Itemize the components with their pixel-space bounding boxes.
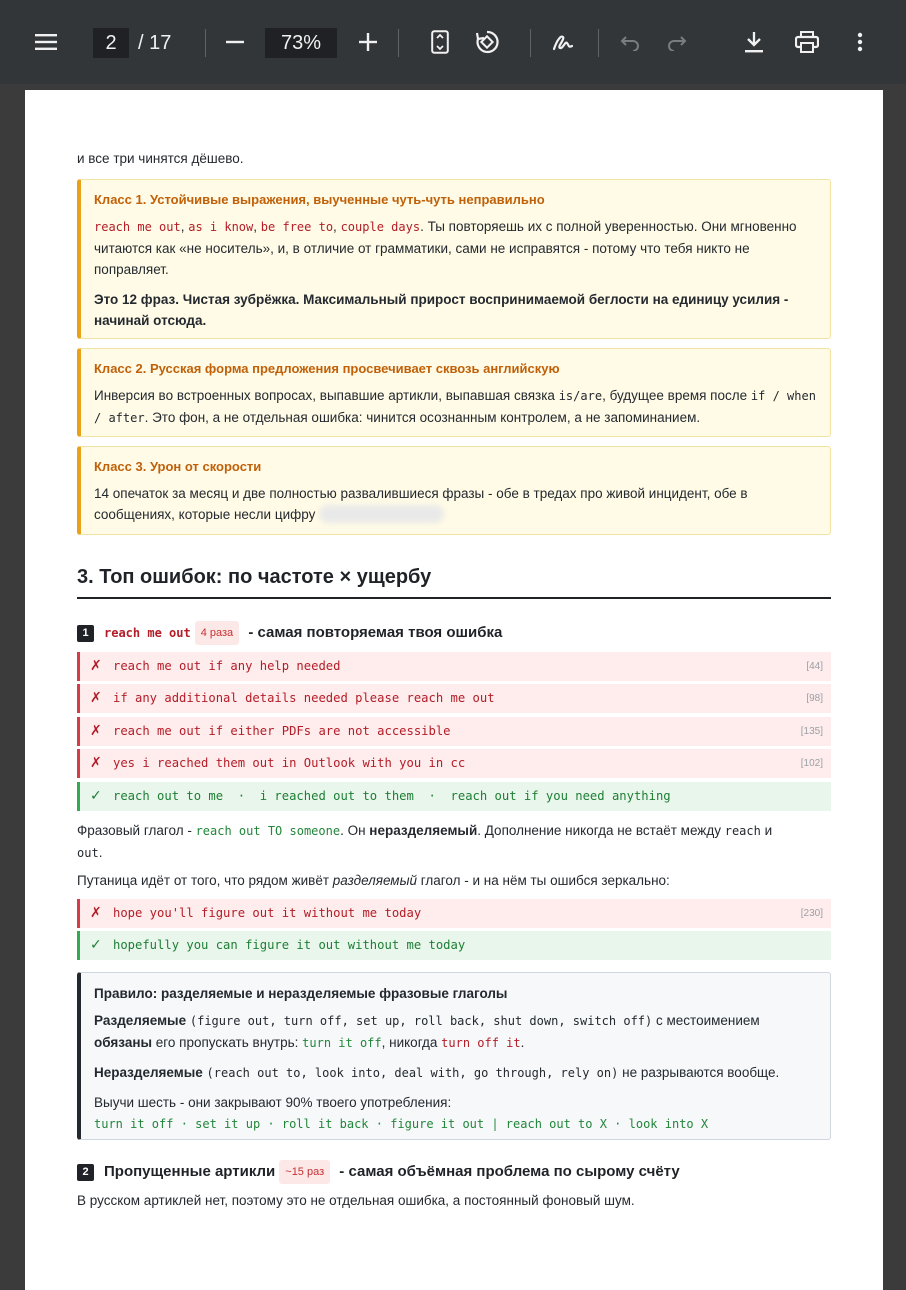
cross-icon: ✗	[90, 723, 102, 739]
section-rule	[77, 597, 831, 599]
rule-learn-list: Выучи шесть - они закрывают 90% твоего употребления: turn it off · set it up · roll it back · figure it out | reach out to X · look into X	[94, 1095, 709, 1131]
wrong-example: ✗ if any additional details needed please reach me out [98]	[77, 684, 831, 713]
wrong-example: ✗ reach me out if any help needed [44]	[77, 652, 831, 681]
item-1-note: Путаница идёт от того, что рядом живёт разделяемый глагол - и на нём ты ошибся зеркально:	[77, 873, 670, 888]
undo-icon[interactable]	[617, 0, 643, 84]
wrong-example: ✗ yes i reached them out in Outlook with you in cc [102]	[77, 749, 831, 778]
page-number-input[interactable]: 2	[93, 28, 129, 58]
rule-callout	[77, 972, 831, 1140]
class-1-text: reach me out, as i know, be free to, couple days. Ты повторяешь их с полной уверенностью. Они мгновенно читаются как «не носитель», и, в отличие от грамматики, сами не исправятся - потому что тебя никто не поправляет.	[94, 219, 797, 277]
annotate-icon[interactable]	[548, 0, 578, 84]
class-2-title: Класс 2. Русская форма предложения просвечивает сквозь английскую	[94, 361, 560, 376]
item-2-text: В русском артиклей нет, поэтому это не отдельная ошибка, а постоянный фоновый шум.	[77, 1193, 635, 1208]
print-icon[interactable]	[792, 0, 822, 84]
download-icon[interactable]	[740, 0, 768, 84]
correct-example: ✓ hopefully you can figure it out without me today	[77, 931, 831, 960]
toolbar-divider	[530, 29, 531, 57]
class-1-bold: Это 12 фраз. Чистая зубрёжка. Максимальный прирост воспринимаемой беглости на единицу усилия - начинай отсюда.	[94, 292, 789, 328]
toolbar-divider	[598, 29, 599, 57]
class-2-text: Инверсия во встроенных вопросах, выпавшие артикли, выпавшая связка is/are, будущее время после if / when / after. Это фон, а не отдельная ошибка: чинится осознанным контролем, а не запоминанием.	[94, 388, 816, 425]
more-icon[interactable]	[850, 0, 870, 84]
pdf-page	[25, 90, 883, 1290]
toolbar-divider	[398, 29, 399, 57]
class-3-title: Класс 3. Урон от скорости	[94, 459, 262, 474]
pdf-toolbar	[0, 0, 906, 84]
section-title: 3. Топ ошибок: по частоте × ущербу	[77, 566, 432, 588]
cross-icon: ✗	[90, 755, 102, 771]
redacted-value	[319, 505, 444, 523]
class-1-title: Класс 1. Устойчивые выражения, выученные чуть-чуть неправильно	[94, 192, 545, 207]
rotate-icon[interactable]	[472, 0, 502, 84]
zoom-in-icon[interactable]	[355, 0, 381, 84]
class-3-text: 14 опечаток за месяц и две полностью развалившиеся фразы - обе в тредах про живой инцидент, обе в сообщениях, которые несли цифру	[94, 486, 748, 522]
total-pages: / 17	[138, 32, 172, 54]
class-1-callout	[77, 179, 831, 339]
redo-icon[interactable]	[664, 0, 690, 84]
cross-icon: ✗	[90, 658, 102, 674]
correct-example: ✓ reach out to me · i reached out to them · reach out if you need anything	[77, 782, 831, 811]
class-2-callout	[77, 348, 831, 437]
rule-inseparable: Неразделяемые (reach out to, look into, deal with, go through, rely on) не разрываются вообще.	[94, 1065, 780, 1080]
zoom-level-input[interactable]: 73%	[265, 28, 337, 58]
count-badge: 4 раза	[195, 621, 239, 645]
item-1-heading: 1 reach me out 4 раза - самая повторяемая твоя ошибка	[77, 621, 831, 645]
check-icon: ✓	[90, 788, 102, 804]
intro-text: и все три чинятся дёшево.	[77, 151, 244, 166]
cross-icon: ✗	[90, 690, 102, 706]
wrong-example: ✗ reach me out if either PDFs are not accessible [135]	[77, 717, 831, 746]
wrong-example: ✗ hope you'll figure out it without me today [230]	[77, 899, 831, 928]
check-icon: ✓	[90, 937, 102, 953]
toolbar-divider	[205, 29, 206, 57]
item-1-explanation: Фразовый глагол - reach out TO someone. Он неразделяемый. Дополнение никогда не встаёт между reach и out.	[77, 823, 773, 860]
cross-icon: ✗	[90, 905, 102, 921]
count-badge: ~15 раз	[279, 1160, 330, 1184]
zoom-out-icon[interactable]	[222, 0, 248, 84]
item-2-heading: 2 Пропущенные артикли ~15 раз - самая объёмная проблема по сырому счёту	[77, 1160, 831, 1184]
rule-separable: Разделяемые (figure out, turn off, set up, roll back, shut down, switch off) с местоимением обязаны его пропускать внутрь: turn it off, никогда turn off it.	[94, 1013, 760, 1050]
class-3-callout	[77, 446, 831, 535]
menu-icon[interactable]	[30, 0, 62, 84]
rule-title: Правило: разделяемые и неразделяемые фразовые глаголы	[94, 986, 508, 1001]
fit-page-icon[interactable]	[426, 0, 454, 84]
